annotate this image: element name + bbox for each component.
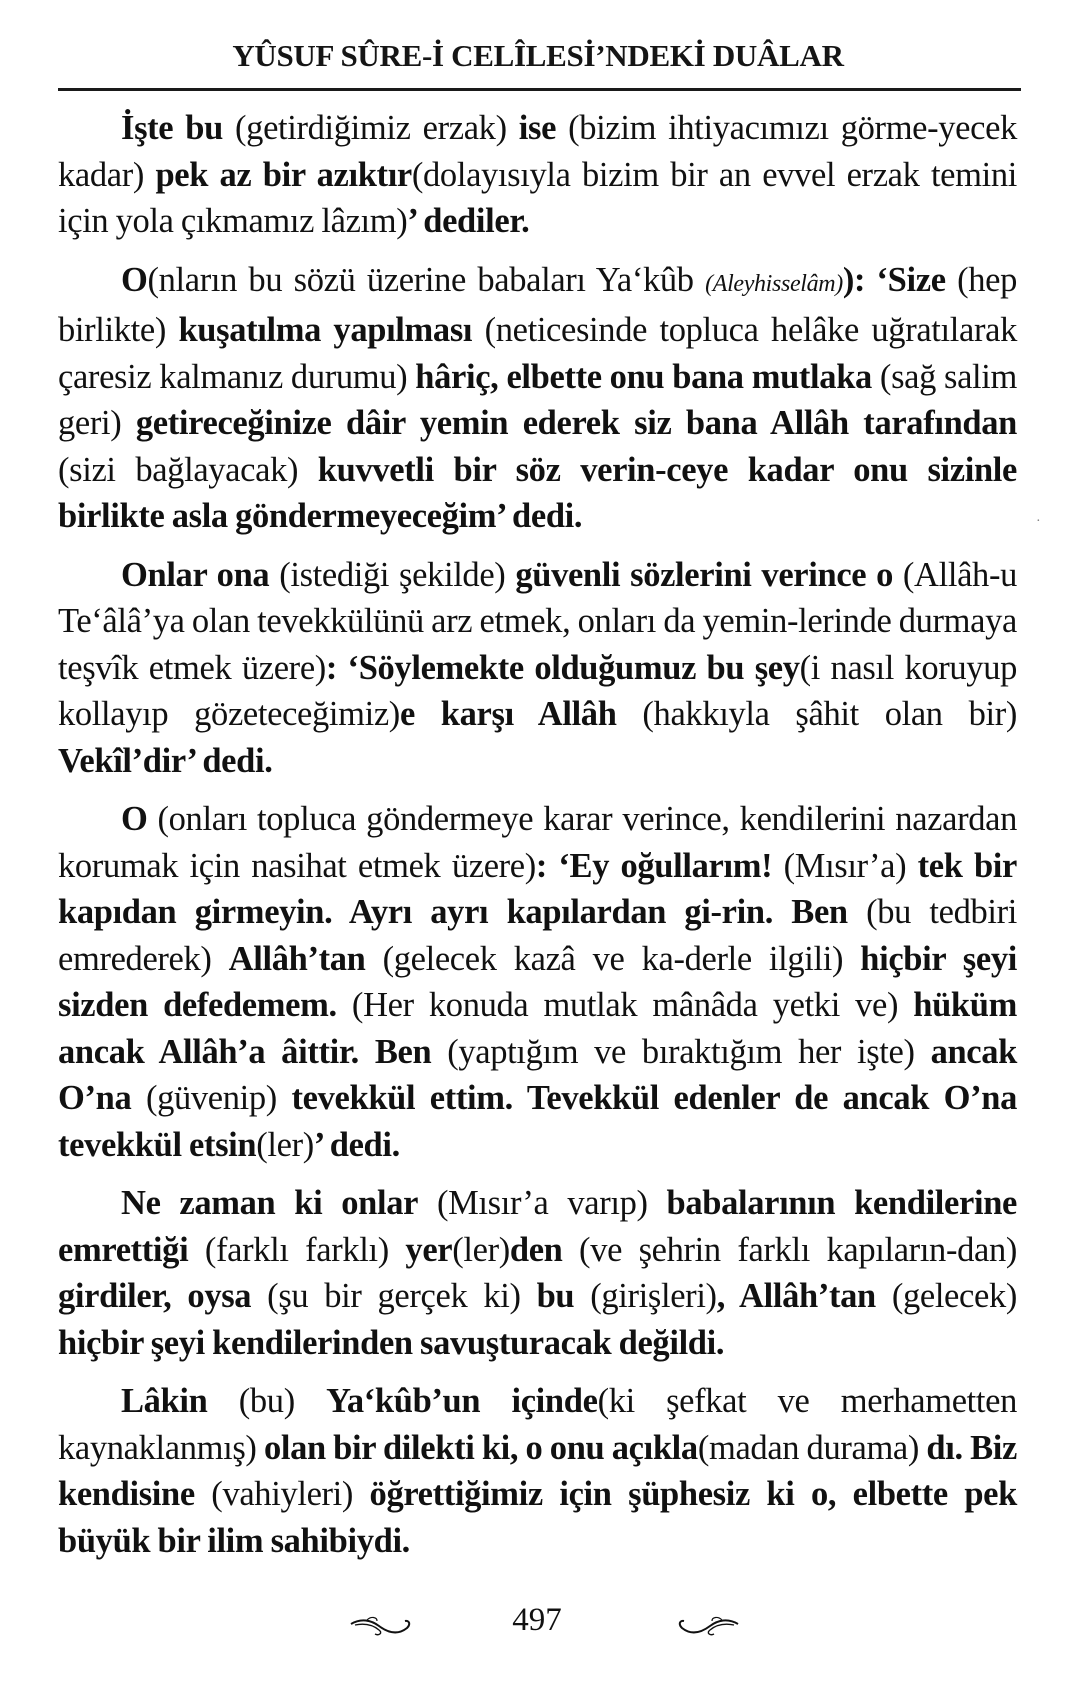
bold-text-run: e karşı Allâh [399,695,617,733]
bold-text-run: Ya‘kûb’un içinde [326,1382,598,1420]
bold-text-run: ise [518,109,557,147]
text-run: (ki şefkat ve merhametten kaynaklanmış) [58,1382,1018,1467]
text-run: (Mısır’a) [772,846,918,885]
text-run: (ler) [256,1125,314,1164]
bold-text-run: Allâh’tan [228,939,366,978]
text-run: (Her konuda mutlak mânâda yetki ve) [336,986,914,1024]
text-run: (vahiyleri) [194,1475,370,1513]
text-run: (dolayısıyla bizim bir an evvel erzak temini için yola çıkmamız lâzım) [58,155,1017,240]
text-run: (hakkıyla şâhit olan bir) [616,695,1017,733]
bold-text-run: İşte bu [121,109,223,147]
text-run: (gelecek kazâ ve ka-derle ilgili) [365,939,861,978]
text-run: (onları topluca göndermeye karar verince, kendilerini nazardan korumak için nasihat etmek üzere) [58,800,1017,885]
bold-text-run: ): ‘Size [842,260,946,299]
bold-text-run: den [509,1230,563,1269]
text-run: (bu) [207,1382,327,1420]
margin-mark: · [1036,514,1041,529]
text-run: (farklı farklı) [188,1230,406,1269]
page-body [58,105,1017,1576]
bold-text-run: getireceğinize dâir yemin ederek siz bana Allâh tarafından [135,404,1017,442]
bold-text-run: ’ dediler. [407,202,530,240]
bold-text-run: : ‘Ey oğullarım! [535,846,773,885]
bold-text-run: güvenli sözlerini verince o [515,555,894,594]
bold-text-run: tek bir kapıdan girmeyin. Ayrı ayrı kapılardan gi-rin. Ben [58,846,1018,931]
bold-text-run: ’ dedi. [313,1125,400,1164]
text-run: (i nasıl koruyup kollayıp gözeteceğimiz) [58,648,1017,733]
page-footer [0,1600,1074,1650]
text-run: (bizim ihtiyacımızı görme-yecek kadar) [58,109,1017,194]
bold-text-run: kuşatılma yapılması [178,311,473,349]
bold-text-run: tevekkül ettim. Tevekkül edenler de ancak O’na tevekkül etsin [58,1079,1018,1164]
text-run: (gelecek) [875,1277,1017,1315]
text-run: (getirdiğimiz erzak) [222,109,519,147]
bold-text-run: O [121,800,148,838]
paragraph [58,796,1017,1168]
bold-text-run: ancak O’na [58,1032,1017,1117]
bold-text-run: pek az bir azıktır [155,155,412,194]
bold-text-run: hiçbir şeyi sizden defedemem. [58,939,1017,1024]
bold-text-run: dı. Biz kendisine [58,1428,1017,1513]
bold-text-run: yer [405,1230,453,1269]
text-run: (neticesinde topluca helâke uğratılarak çaresiz kalmanız durumu) [58,311,1017,396]
flourish-ornament-right-icon [670,1614,740,1638]
text-run: (şu bir gerçek ki) [251,1277,537,1315]
bold-text-run: öğrettiğimiz için şüphesiz ki o, elbette pek büyük bir ilim sahibiydi. [58,1475,1017,1560]
text-run: (sağ salim geri) [58,357,1017,442]
page-number: 497 [512,1602,562,1638]
bold-text-run: Lâkin [121,1382,208,1420]
bold-text-run: hüküm ancak Allâh’a âittir. Ben [58,986,1017,1071]
bold-text-run: : ‘Söylemekte olduğumuz bu şey [325,648,800,687]
bold-text-run: Ne zaman ki onlar [121,1184,419,1222]
header-rule [58,88,1021,91]
text-run: (Allâh-u Te‘âlâ’ya olan tevekkülünü arz etmek, onları da yemin-lerinde durmaya teşvîk etmek üzere) [58,555,1017,687]
text-run: (ve şehrin farklı kapıların-dan) [562,1230,1017,1269]
bold-text-run: hâriç, elbette onu bana mutlaka [415,357,872,396]
bold-text-run: kuvvetli bir söz verin-ceye kadar onu sizinle birlikte asla göndermeyeceğim’ dedi. [58,450,1017,535]
bold-text-run: Vekîl’dir’ dedi. [58,741,273,780]
bold-text-run: babalarının kendilerine emrettiği [58,1184,1017,1269]
text-run: (istediği şekilde) [269,555,516,594]
bold-text-run: bu [536,1277,575,1315]
text-run: (ler) [452,1230,510,1269]
running-header: YÛSUF SÛRE-İ CELÎLESİ’NDEKİ DUÂLAR [232,38,844,73]
text-run: (güvenip) [131,1079,292,1117]
bold-text-run: O [121,260,148,299]
text-run: (nların bu sözü üzerine babaları Ya‘kûb [147,260,706,299]
paragraph [58,105,1017,245]
bold-text-run: Onlar ona [121,555,270,594]
bold-text-run: hiçbir şeyi kendilerinden savuşturacak değildi. [58,1323,725,1362]
paragraph [58,1180,1017,1366]
italic-text-run: (Aleyhisselâm) [705,270,843,297]
bold-text-run: girdiler, oysa [58,1277,252,1315]
text-run: (girişleri) [574,1277,717,1315]
bold-text-run: , Allâh’tan [716,1277,876,1315]
text-run: (hep birlikte) [58,260,1017,349]
paragraph [58,257,1017,540]
text-run: (madan durama) [697,1428,920,1467]
bold-text-run: olan bir dilekti ki, o onu açıkla [263,1428,698,1467]
text-run: (yaptığım ve bıraktığım her işte) [431,1032,931,1071]
paragraph [58,1378,1017,1564]
text-run: (sizi bağlayacak) [58,450,318,489]
text-run: (bu tedbiri emrederek) [58,893,1017,978]
paragraph [58,552,1017,785]
text-run: (Mısır’a varıp) [418,1184,667,1222]
